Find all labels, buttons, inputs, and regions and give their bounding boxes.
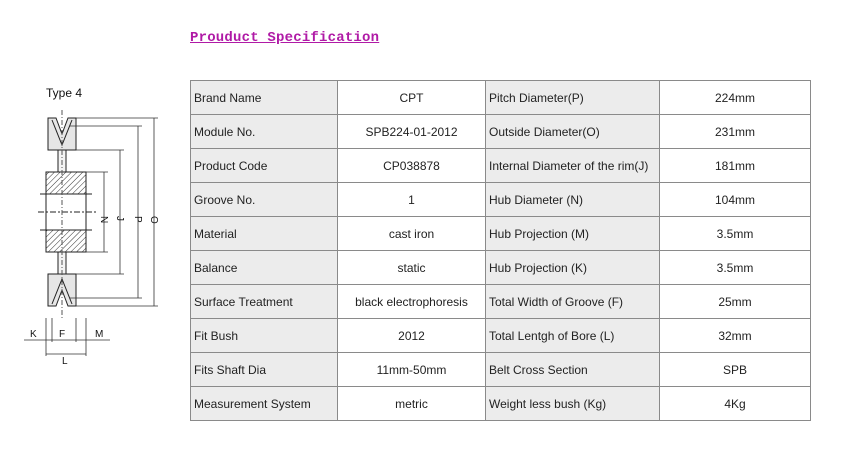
diagram-type-label: Type 4	[46, 86, 83, 100]
spec-label: Brand Name	[191, 81, 338, 115]
page-title: Prouduct Specification	[190, 30, 380, 46]
dim-label-j: J	[114, 216, 125, 221]
spec-label: Internal Diameter of the rim(J)	[486, 149, 660, 183]
spec-value: 224mm	[660, 81, 811, 115]
spec-label: Module No.	[191, 115, 338, 149]
dim-label-m: M	[95, 329, 104, 340]
dim-label-k: K	[30, 329, 37, 340]
spec-value: CP038878	[338, 149, 486, 183]
spec-value: 11mm-50mm	[338, 353, 486, 387]
spec-label: Pitch Diameter(P)	[486, 81, 660, 115]
dim-label-n: N	[98, 216, 109, 224]
spec-value: 2012	[338, 319, 486, 353]
spec-value: 231mm	[660, 115, 811, 149]
spec-label: Weight less bush (Kg)	[486, 387, 660, 421]
spec-label: Surface Treatment	[191, 285, 338, 319]
table-row	[191, 217, 811, 251]
table-row	[191, 115, 811, 149]
spec-value: 25mm	[660, 285, 811, 319]
pulley-cross-section-diagram	[0, 100, 180, 372]
dimension-lines	[24, 118, 158, 356]
spec-label: Total Width of Groove (F)	[486, 285, 660, 319]
dim-label-p: P	[132, 216, 143, 223]
spec-value: SPB224-01-2012	[338, 115, 486, 149]
spec-value: 181mm	[660, 149, 811, 183]
dim-label-o: O	[148, 216, 159, 224]
spec-value: 104mm	[660, 183, 811, 217]
spec-label: Outside Diameter(O)	[486, 115, 660, 149]
table-row	[191, 285, 811, 319]
spec-label: Product Code	[191, 149, 338, 183]
spec-label: Belt Cross Section	[486, 353, 660, 387]
spec-value: static	[338, 251, 486, 285]
table-row	[191, 387, 811, 421]
table-row	[191, 183, 811, 217]
spec-value: cast iron	[338, 217, 486, 251]
table-row	[191, 251, 811, 285]
table-row	[191, 149, 811, 183]
spec-label: Fits Shaft Dia	[191, 353, 338, 387]
spec-label: Total Lentgh of Bore (L)	[486, 319, 660, 353]
spec-label: Groove No.	[191, 183, 338, 217]
table-row	[191, 353, 811, 387]
spec-table	[190, 80, 811, 421]
spec-value: 1	[338, 183, 486, 217]
spec-label: Hub Projection (K)	[486, 251, 660, 285]
spec-value: black electrophoresis	[338, 285, 486, 319]
table-row	[191, 319, 811, 353]
spec-label: Measurement System	[191, 387, 338, 421]
spec-label: Balance	[191, 251, 338, 285]
spec-value: metric	[338, 387, 486, 421]
spec-value: 32mm	[660, 319, 811, 353]
spec-label: Hub Projection (M)	[486, 217, 660, 251]
dim-label-l: L	[62, 356, 68, 367]
spec-label: Material	[191, 217, 338, 251]
spec-value: CPT	[338, 81, 486, 115]
dim-label-f: F	[59, 329, 66, 340]
pulley-profile	[38, 110, 96, 318]
spec-label: Hub Diameter (N)	[486, 183, 660, 217]
table-row	[191, 81, 811, 115]
spec-value: 4Kg	[660, 387, 811, 421]
spec-value: 3.5mm	[660, 217, 811, 251]
spec-value: SPB	[660, 353, 811, 387]
spec-value: 3.5mm	[660, 251, 811, 285]
spec-label: Fit Bush	[191, 319, 338, 353]
